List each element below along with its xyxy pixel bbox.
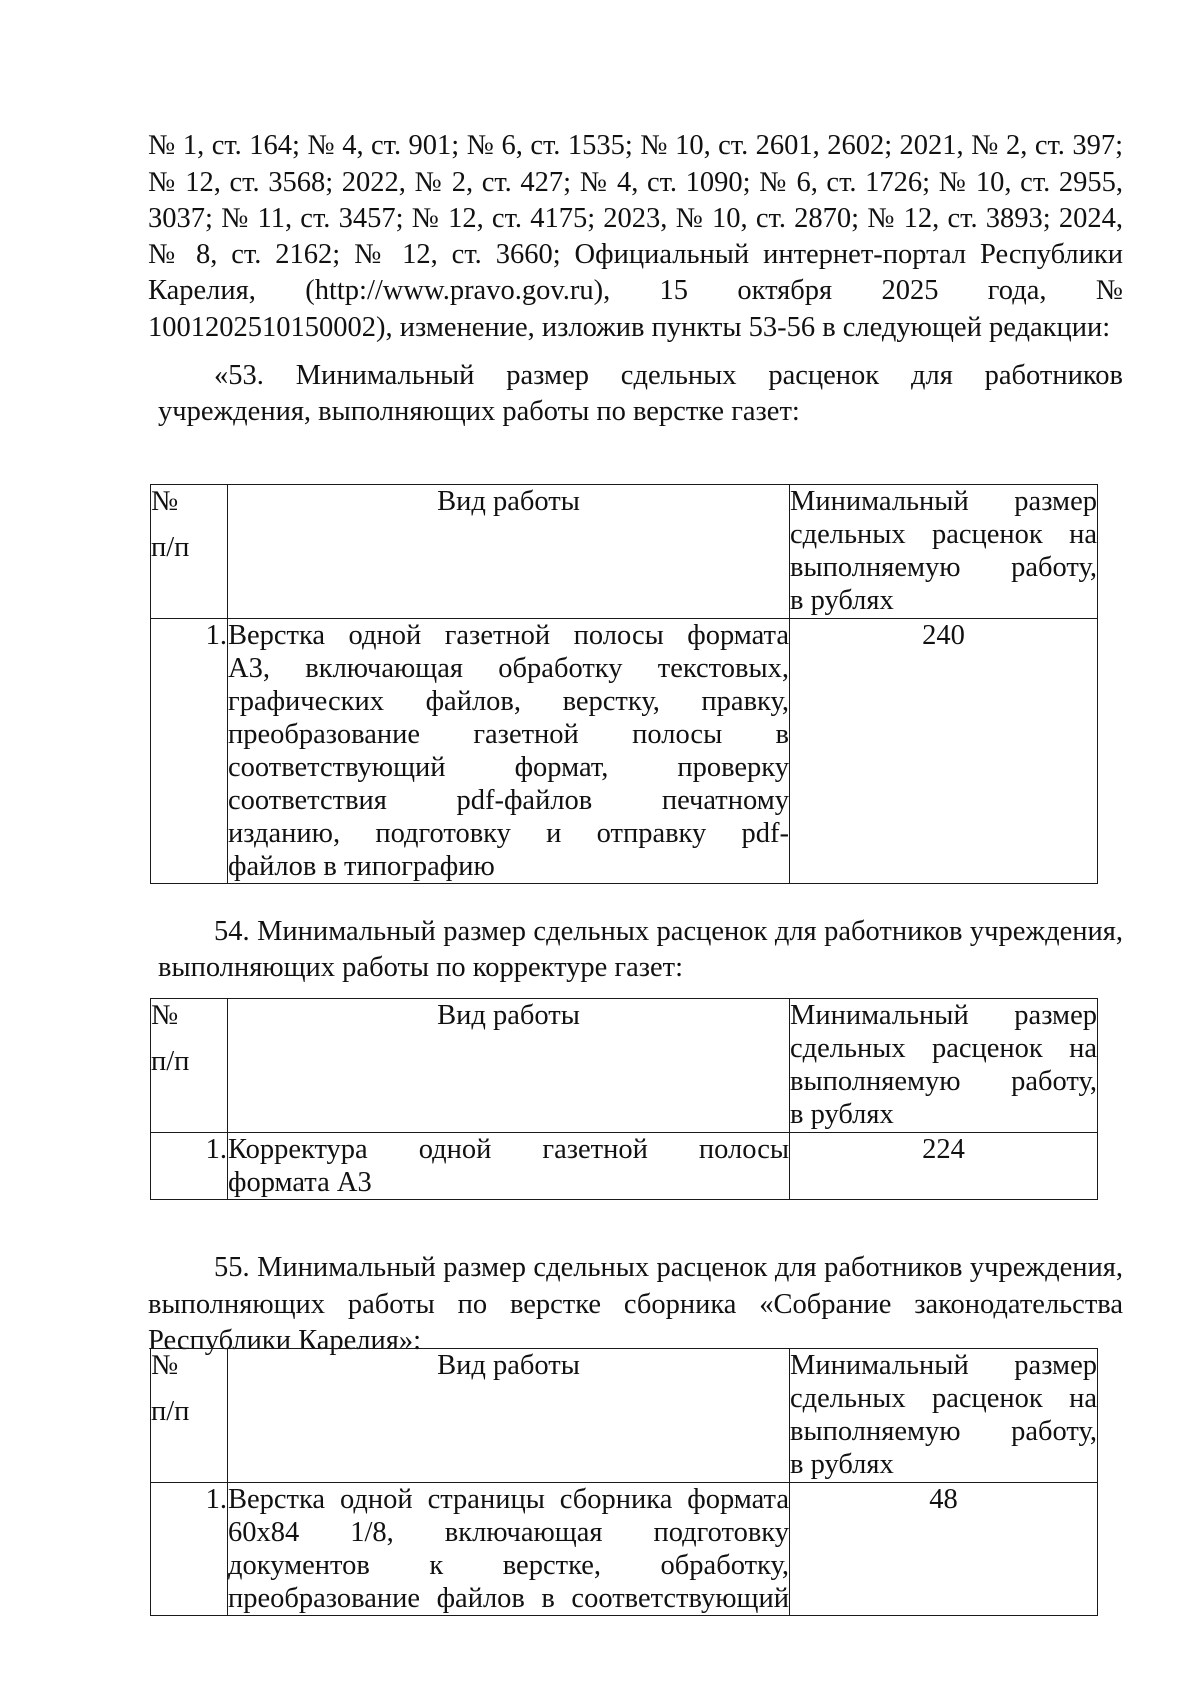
- work-line: соответствия pdf-файлов печатному: [228, 785, 789, 816]
- work-line: формата А3: [228, 1167, 372, 1198]
- work-line: графических файлов, верстку, правку,: [228, 686, 789, 717]
- row-number: 1.: [151, 1133, 228, 1200]
- header-number-abbr: п/п: [151, 1396, 190, 1427]
- section-54-line: 54. Минимальный размер сдельных расценок для работников учреждения,: [214, 916, 1123, 947]
- intro-line: 1001202510150002), изменение, изложив пункты 53-56 в следующей редакции:: [148, 312, 1111, 343]
- section-53-line: учреждения, выполняющих работы по верстке газет:: [158, 396, 800, 427]
- section-54-line: выполняющих работы по корректуре газет:: [158, 952, 684, 983]
- section-55-line: 55. Минимальный размер сдельных расценок для работников учреждения,: [214, 1252, 1123, 1283]
- row-rate-value: 48: [790, 1483, 1098, 1616]
- header-rate-line: выполняемую работу,: [790, 552, 1097, 583]
- section-55-line: выполняющих работы по верстке сборника «Собрание законодательства: [148, 1289, 1123, 1320]
- row-number: 1.: [151, 1483, 228, 1616]
- row-rate-value: 224: [790, 1133, 1098, 1200]
- header-work-type: Вид работы: [228, 999, 790, 1133]
- table-row: [151, 619, 1098, 884]
- rates-table-54: [150, 998, 1098, 1200]
- work-line: преобразование файлов в соответствующий: [228, 1583, 789, 1614]
- rates-table-55: [150, 1348, 1098, 1616]
- intro-line: № 1, ст. 164; № 4, ст. 901; № 6, ст. 1535; № 10, ст. 2601, 2602; 2021, № 2, ст. 397;: [148, 130, 1123, 161]
- header-number-cell: [151, 485, 228, 619]
- row-work-description: [228, 1133, 790, 1200]
- work-line: Верстка одной страницы сборника формата: [228, 1484, 789, 1515]
- header-rate-line: сдельных расценок на: [790, 1033, 1097, 1064]
- header-work-type: Вид работы: [228, 485, 790, 619]
- header-number-symbol: №: [151, 1350, 179, 1381]
- header-rate-line: Минимальный размер: [790, 1350, 1097, 1381]
- work-line: соответствующий формат, проверку: [228, 752, 789, 783]
- table-header-row: [151, 485, 1098, 619]
- work-line: Верстка одной газетной полосы формата: [228, 620, 789, 651]
- row-rate-value: 240: [790, 619, 1098, 884]
- work-line: Корректура одной газетной полосы: [228, 1134, 789, 1165]
- header-number-cell: [151, 999, 228, 1133]
- header-number-abbr: п/п: [151, 532, 190, 563]
- header-rate-line: в рублях: [790, 1099, 894, 1130]
- header-number-symbol: №: [151, 486, 179, 517]
- header-rate-line: сдельных расценок на: [790, 1383, 1097, 1414]
- intro-line: № 8, ст. 2162; № 12, ст. 3660; Официальный интернет-портал Республики: [148, 239, 1123, 270]
- work-line: документов к верстке, обработку,: [228, 1550, 789, 1581]
- work-line: файлов в типографию: [228, 851, 495, 882]
- work-line: преобразование газетной полосы в: [228, 719, 789, 750]
- work-line: изданию, подготовку и отправку pdf-: [228, 818, 789, 849]
- header-rate-line: в рублях: [790, 1449, 894, 1480]
- table-row: [151, 1133, 1098, 1200]
- header-work-type: Вид работы: [228, 1349, 790, 1483]
- header-rate-cell: [790, 1349, 1098, 1483]
- section-53-line: «53. Минимальный размер сдельных расценок для работников: [214, 360, 1123, 391]
- row-number: 1.: [151, 619, 228, 884]
- header-rate-cell: [790, 485, 1098, 619]
- header-rate-line: Минимальный размер: [790, 1000, 1097, 1031]
- header-rate-cell: [790, 999, 1098, 1133]
- header-rate-line: выполняемую работу,: [790, 1066, 1097, 1097]
- header-number-abbr: п/п: [151, 1046, 190, 1077]
- header-rate-line: в рублях: [790, 585, 894, 616]
- header-rate-line: Минимальный размер: [790, 486, 1097, 517]
- section-55-line: Республики Карелия»:: [148, 1325, 422, 1356]
- header-number-cell: [151, 1349, 228, 1483]
- row-work-description: [228, 1483, 790, 1616]
- work-line: А3, включающая обработку текстовых,: [228, 653, 789, 684]
- work-line: 60х84 1/8, включающая подготовку: [228, 1517, 789, 1548]
- rates-table-53: [150, 484, 1098, 884]
- header-rate-line: сдельных расценок на: [790, 519, 1097, 550]
- row-work-description: [228, 619, 790, 884]
- table-header-row: [151, 999, 1098, 1133]
- table-row: [151, 1483, 1098, 1616]
- header-rate-line: выполняемую работу,: [790, 1416, 1097, 1447]
- intro-line: № 12, ст. 3568; 2022, № 2, ст. 427; № 4, ст. 1090; № 6, ст. 1726; № 10, ст. 2955,: [148, 167, 1123, 198]
- intro-line: 3037; № 11, ст. 3457; № 12, ст. 4175; 2023, № 10, ст. 2870; № 12, ст. 3893; 2024,: [148, 203, 1123, 234]
- intro-line: Карелия, (http://www.pravo.gov.ru), 15 октября 2025 года, №: [148, 275, 1123, 306]
- header-number-symbol: №: [151, 1000, 179, 1031]
- table-header-row: [151, 1349, 1098, 1483]
